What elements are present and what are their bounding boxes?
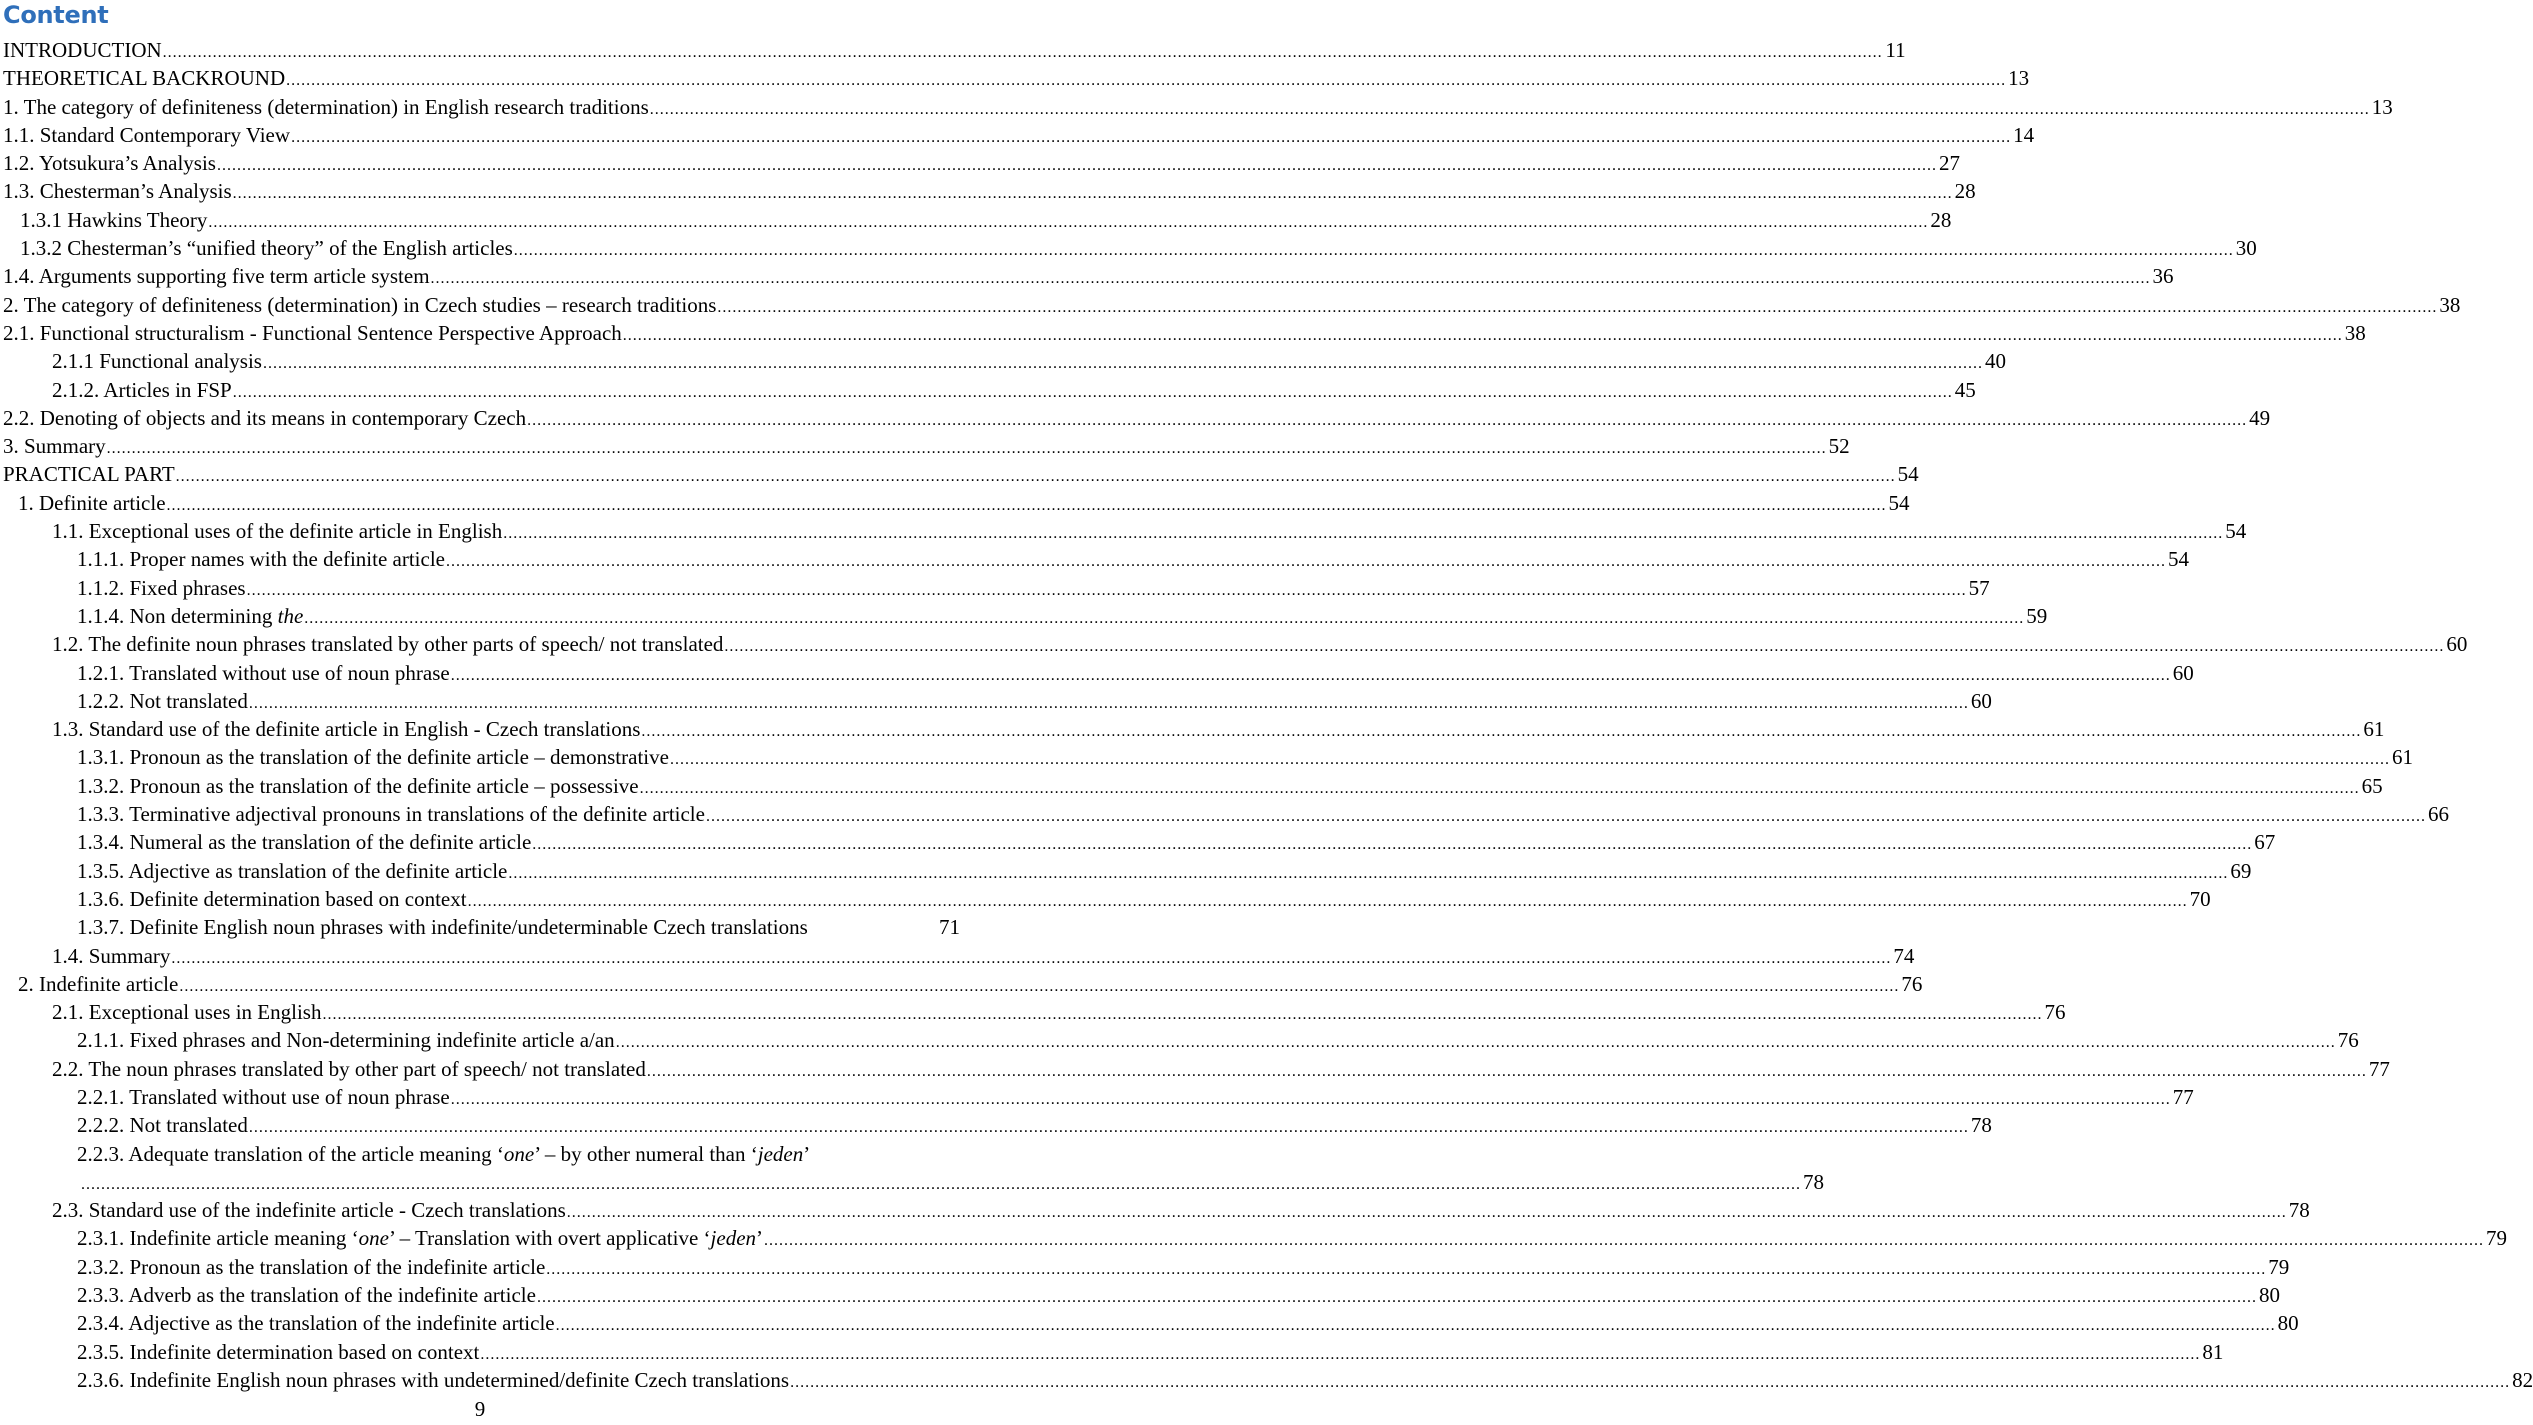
toc-entry-page: 27 [1938,151,1960,176]
toc-entry-title: INTRODUCTION [3,38,162,62]
toc-entry[interactable] [0,574,1990,602]
toc-entry[interactable] [0,885,2211,913]
toc-entry[interactable] [0,630,2468,658]
dot-leader [286,67,2006,95]
toc-entry-title: 2.2.3. Adequate translation of the article meaning ‘one’ – by other numeral than ‘jeden’ [77,1141,811,1166]
toc-entry-page: 69 [2230,858,2252,883]
dot-leader [233,379,1953,407]
toc-entry-title: 2.3. Standard use of the indefinite article - Czech translations [52,1198,566,1223]
toc-entry-title: 1.1.1. Proper names with the definite article [77,547,445,572]
dot-leader [480,1341,2200,1369]
toc-entry-page: 28 [1930,207,1952,232]
toc-entry-page: 38 [2439,292,2461,317]
toc-entry[interactable] [0,1111,1992,1139]
toc-entry-page: 70 [2189,886,2211,911]
dot-leader [179,973,1899,1001]
toc-entry-title: 1.3.4. Numeral as the translation of the definite article [77,830,532,855]
toc-entry[interactable] [0,291,2461,319]
contents-heading: Content [3,1,109,29]
toc-entry[interactable] [0,1026,2359,1054]
toc-entry-title: 1.3.5. Adjective as translation of the definite article [77,858,508,883]
toc-entry-page: 45 [1954,377,1976,402]
toc-entry[interactable] [0,1281,2280,1309]
toc-entry[interactable] [0,404,2271,432]
toc-entry-page: 65 [2361,773,2383,798]
toc-entry-page: 38 [2344,320,2366,345]
toc-entry[interactable] [0,659,2194,687]
toc-entry-page: 77 [2368,1056,2390,1081]
toc-entry-title: 1. The category of definiteness (determination) in English research traditions [3,94,649,119]
toc-entry-page: 74 [1893,943,1915,968]
dot-leader [451,662,2171,690]
toc-entry-title: 1.3.1 Hawkins Theory [20,207,208,232]
toc-entry-page: 54 [2225,519,2247,544]
toc-entry[interactable] [0,1196,2310,1224]
toc-entry-page: 11 [1885,38,1906,62]
toc-entry[interactable] [0,234,2257,262]
dot-leader [640,775,2360,803]
dot-leader [670,746,2390,774]
toc-entry[interactable] [0,998,2066,1026]
toc-entry-title: 2. Indefinite article [18,971,179,996]
toc-entry-title: 1.3.2. Pronoun as the translation of the definite article – possessive [77,773,639,798]
dot-leader [532,831,2252,859]
toc-entry-title: 1.3.7. Definite English noun phrases with indefinite/undeterminable Czech translations [77,915,808,940]
toc-entry[interactable] [0,1168,1824,1196]
dot-leader [724,633,2444,661]
toc-entry-page: 61 [2363,717,2385,742]
toc-entry-page: 54 [2167,547,2189,572]
toc-entry-title: 2. The category of definiteness (determination) in Czech studies – research traditions [3,292,717,317]
toc-entry[interactable] [0,1309,2299,1337]
toc-entry-page: 60 [1970,688,1992,713]
toc-entry[interactable] [0,800,2449,828]
dot-leader [641,718,2361,746]
toc-entry-title: 1.1.2. Fixed phrases [77,575,246,600]
toc-entry[interactable] [0,828,2276,856]
toc-entry[interactable] [0,772,2383,800]
toc-entry-title: 2.3.6. Indefinite English noun phrases with undetermined/definite Czech translations [77,1367,790,1392]
toc-entry-page: 80 [2277,1311,2299,1336]
toc-entry-page: 76 [2337,1028,2359,1053]
dot-leader [247,577,1967,605]
dot-leader [508,860,2228,888]
toc-entry[interactable] [0,347,2006,375]
toc-entry-page: 52 [1828,434,1850,459]
toc-entry-page: 79 [2268,1254,2290,1279]
toc-entry-page: 80 [2258,1283,2280,1308]
toc-entry-title: 1.2. Yotsukura’s Analysis [3,151,216,176]
toc-entry[interactable] [0,743,2413,771]
toc-entry-page: 76 [2044,1000,2066,1025]
toc-entry[interactable] [0,602,2048,630]
dot-leader [527,407,2247,435]
toc-entry-title: PRACTICAL PART [3,462,175,487]
toc-entry[interactable] [0,149,1960,177]
toc-entry-title: 1.4. Summary [52,943,171,968]
toc-entry-page: 78 [2288,1198,2310,1223]
toc-entry-title: 1.3.2 Chesterman’s “unified theory” of the English articles [20,236,513,261]
toc-entry-title: THEORETICAL BACKROUND [3,66,286,91]
dot-leader [647,1058,2367,1086]
dot-leader [567,1199,2287,1227]
toc-entry[interactable] [0,121,2035,149]
toc-entry-page: 57 [1968,575,1990,600]
dot-leader [81,1171,1801,1199]
toc-entry[interactable] [0,460,1919,488]
toc-entry-title: 2.1.1 Functional analysis [52,349,262,374]
toc-entry[interactable] [0,376,1976,404]
toc-entry[interactable] [0,64,2030,92]
page-number: 9 [474,1397,486,1421]
dot-leader [431,265,2151,293]
dot-leader [167,492,1887,520]
toc-entry-page: 54 [1897,462,1919,487]
toc-entry-title: 1.3. Standard use of the definite article in English - Czech translations [52,717,641,742]
toc-entry[interactable] [0,177,1976,205]
toc-entry-title: 2.1. Exceptional uses in English [52,1000,322,1025]
toc-entry-page: 66 [2427,802,2449,827]
toc-entry-page: 82 [2512,1367,2533,1392]
toc-entry-title: 1.3.1. Pronoun as the translation of the definite article – demonstrative [77,745,669,770]
table-of-contents [0,36,2533,1394]
dot-leader [764,1227,2484,1255]
toc-entry-page: 13 [2008,66,2030,91]
toc-entry[interactable] [0,489,1910,517]
toc-entry[interactable] [0,1224,2508,1252]
toc-entry-page: 67 [2254,830,2276,855]
toc-entry-page: 81 [2202,1339,2224,1364]
toc-entry-page: 71 [939,915,960,940]
dot-leader [322,1001,2042,1029]
toc-entry[interactable] [0,1366,2533,1394]
toc-entry-page: 76 [1901,971,1923,996]
dot-leader [171,945,1891,973]
toc-entry-page: 14 [2013,122,2035,147]
toc-entry[interactable] [0,545,2189,573]
dot-leader [451,1086,2171,1114]
toc-entry-title: 1.2.2. Not translated [77,688,248,713]
toc-entry[interactable] [0,687,1992,715]
toc-entry-page: 36 [2152,264,2174,289]
toc-entry-page: 28 [1954,179,1976,204]
toc-entry-title: 1.4. Arguments supporting five term article system [3,264,430,289]
toc-entry[interactable] [0,1253,2290,1281]
dot-leader [233,180,1953,208]
toc-entry-title: 2.3.1. Indefinite article meaning ‘one’ – Translation with overt applicative ‘jeden’ [77,1226,764,1251]
toc-entry[interactable] [0,517,2247,545]
toc-entry-page: 40 [1984,349,2006,374]
toc-entry[interactable] [0,36,1906,64]
dot-leader [249,1114,1969,1142]
toc-entry-title: 2.2.1. Translated without use of noun phrase [77,1084,450,1109]
toc-entry-page: 13 [2371,94,2393,119]
dot-leader [249,690,1969,718]
toc-entry-page: 54 [1888,490,1910,515]
toc-entry-title: 2.1.1. Fixed phrases and Non-determining indefinite article a/an [77,1028,615,1053]
toc-entry[interactable] [0,970,1923,998]
dot-leader [217,152,1937,180]
toc-entry-page: 30 [2235,236,2257,261]
toc-entry-page: 60 [2172,660,2194,685]
dot-leader [208,209,1928,237]
dot-leader [176,463,1896,491]
toc-entry[interactable] [0,1140,960,1168]
toc-entry[interactable] [0,1055,2390,1083]
toc-entry[interactable] [0,319,2366,347]
dot-leader [446,548,2166,576]
toc-entry-page: 77 [2172,1084,2194,1109]
dot-leader [650,96,2370,124]
dot-leader [503,520,2223,548]
dot-leader [468,888,2188,916]
toc-entry-title: 2.1. Functional structuralism - Functional Sentence Perspective Approach [3,320,622,345]
toc-entry-page: 61 [2391,745,2413,770]
toc-entry[interactable] [0,432,1850,460]
toc-entry-title: 1.3.6. Definite determination based on context [77,886,467,911]
toc-entry-title: 3. Summary [3,434,106,459]
toc-entry-title: 1.3.3. Terminative adjectival pronouns in translations of the definite article [77,802,705,827]
toc-entry[interactable] [0,1083,2194,1111]
toc-entry-page: 79 [2486,1226,2508,1251]
toc-entry-title: 2.3.5. Indefinite determination based on context [77,1339,480,1364]
toc-entry-title: 2.1.2. Articles in FSP [52,377,232,402]
dot-leader [546,1256,2266,1284]
dot-leader [790,1369,2510,1397]
dot-leader [163,39,1883,67]
toc-entry-title: 2.3.3. Adverb as the translation of the indefinite article [77,1283,536,1308]
toc-entry[interactable] [0,857,2252,885]
toc-entry-title: 1.1. Standard Contemporary View [3,122,291,147]
toc-entry-title: 1.2. The definite noun phrases translated by other parts of speech/ not translated [52,632,724,657]
dot-leader [304,605,2024,633]
toc-entry[interactable] [0,715,2385,743]
dot-leader [537,1284,2257,1312]
toc-entry-page: 49 [2249,405,2271,430]
dot-leader [616,1029,2336,1057]
dot-leader [623,322,2343,350]
toc-entry-title: 2.2. The noun phrases translated by other part of speech/ not translated [52,1056,646,1081]
toc-entry[interactable] [0,206,1952,234]
toc-entry[interactable] [0,942,1915,970]
toc-entry-page: 60 [2446,632,2468,657]
toc-entry-page: 59 [2026,603,2048,628]
toc-entry[interactable] [0,262,2174,290]
dot-leader [717,294,2437,322]
toc-entry[interactable] [0,913,960,941]
toc-entry-title: 1.3. Chesterman’s Analysis [3,179,232,204]
toc-entry[interactable] [0,1338,2224,1366]
toc-entry-title: 1.2.1. Translated without use of noun phrase [77,660,450,685]
dot-leader [706,803,2426,831]
toc-entry-title: 2.2. Denoting of objects and its means in contemporary Czech [3,405,527,430]
dot-leader [556,1312,2276,1340]
toc-entry-page: 78 [1970,1113,1992,1138]
toc-entry-title: 2.2.2. Not translated [77,1113,248,1138]
dot-leader [263,350,1983,378]
dot-leader [107,435,1827,463]
toc-entry-title: 1. Definite article [18,490,166,515]
dot-leader [291,124,2011,152]
toc-entry-title: 2.3.2. Pronoun as the translation of the indefinite article [77,1254,546,1279]
dot-leader [514,237,2234,265]
toc-entry-title: 1.1.4. Non determining the [77,603,304,628]
toc-entry[interactable] [0,93,2393,121]
toc-entry-title: 1.1. Exceptional uses of the definite article in English [52,519,503,544]
toc-entry-title: 2.3.4. Adjective as the translation of the indefinite article [77,1311,555,1336]
toc-entry-page: 78 [1803,1169,1824,1194]
